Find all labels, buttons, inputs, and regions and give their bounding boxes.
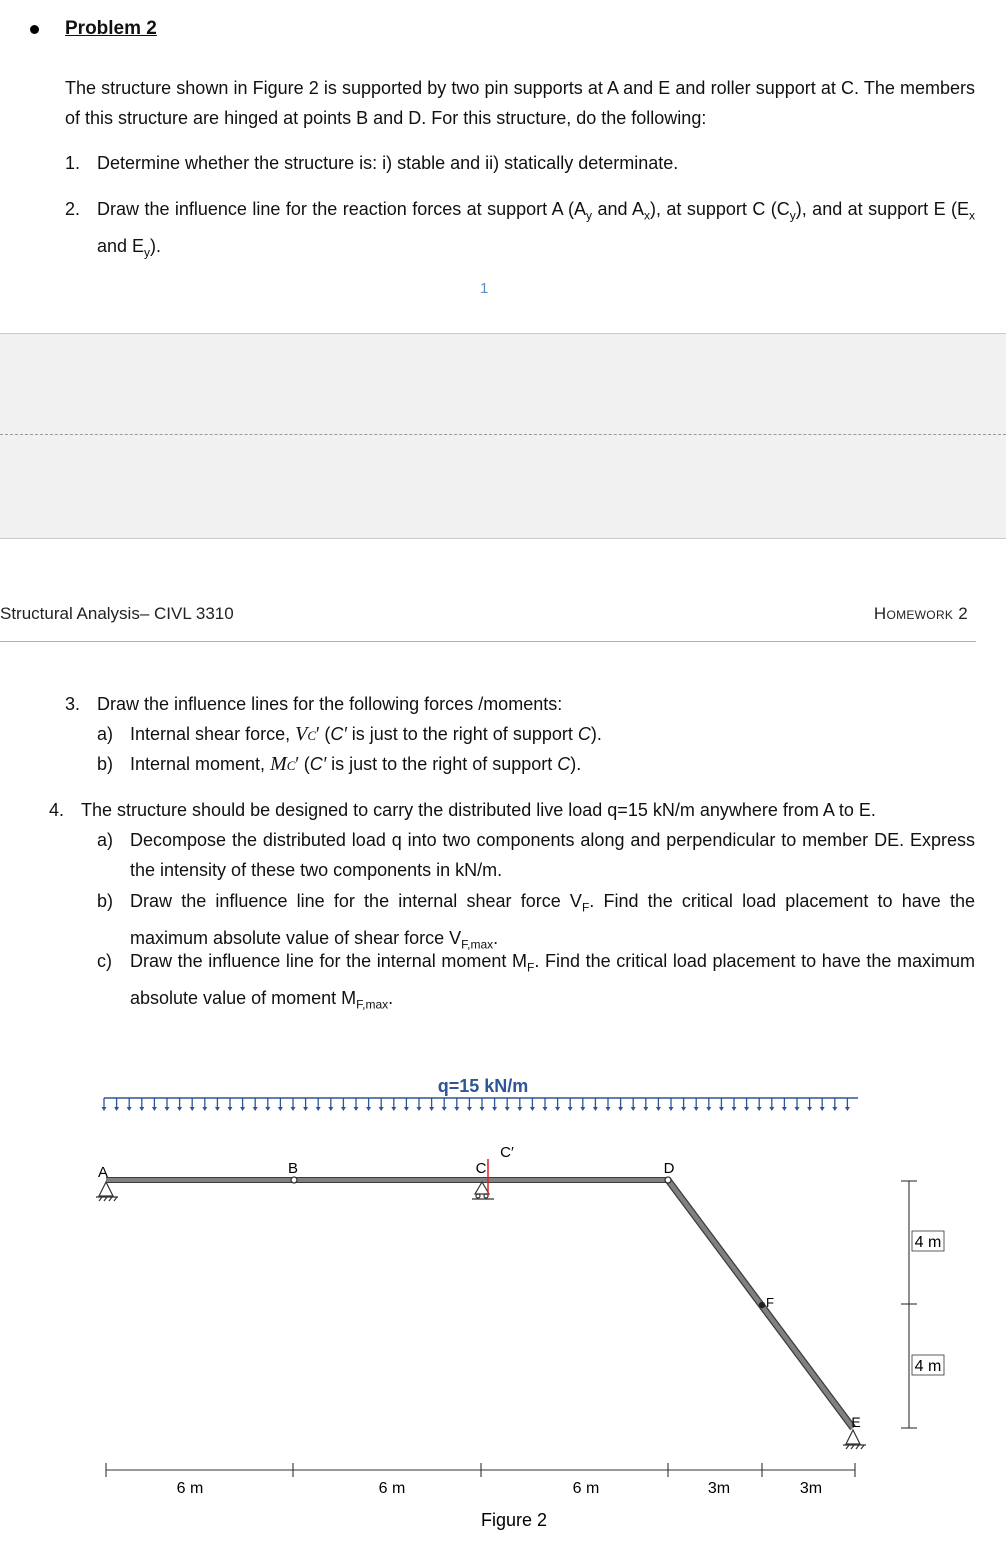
load-arrow bbox=[643, 1098, 648, 1111]
load-arrow bbox=[253, 1098, 258, 1111]
horizontal-dimension-line bbox=[106, 1463, 855, 1477]
load-arrow bbox=[114, 1098, 119, 1111]
load-arrow bbox=[404, 1098, 409, 1111]
load-arrow bbox=[782, 1098, 787, 1111]
label-d: D bbox=[663, 1160, 675, 1177]
figure-caption: Figure 2 bbox=[480, 1510, 548, 1530]
item4b-label: b) bbox=[97, 891, 114, 911]
item1-number: 1. bbox=[65, 153, 81, 173]
load-arrow bbox=[291, 1098, 296, 1111]
height-label-2: 4 m bbox=[914, 1358, 942, 1375]
load-arrow bbox=[807, 1098, 812, 1111]
load-arrow bbox=[417, 1098, 422, 1111]
load-arrow bbox=[656, 1098, 661, 1111]
load-arrow bbox=[555, 1098, 560, 1111]
item4c-text: Draw the influence line for the internal moment $M_F$. Find the critical load placement to have the maximum absolute value of moment $M_{F,max}$. bbox=[130, 951, 976, 1012]
load-arrow bbox=[278, 1098, 283, 1111]
load-arrow bbox=[795, 1098, 800, 1111]
load-arrow bbox=[240, 1098, 245, 1111]
hinge-b bbox=[291, 1177, 297, 1183]
load-arrow bbox=[127, 1098, 132, 1111]
header-homework: Homework 2 bbox=[873, 604, 968, 623]
load-arrow bbox=[568, 1098, 573, 1111]
item2-number: 2. bbox=[65, 199, 81, 219]
load-arrow bbox=[480, 1098, 485, 1111]
span-label-1: 6 m bbox=[176, 1480, 204, 1497]
item3a-text: Internal shear force, VC′ (C′ is just to the right of support C). bbox=[130, 723, 602, 745]
load-arrow bbox=[102, 1098, 107, 1111]
label-c: C bbox=[475, 1160, 487, 1177]
members bbox=[106, 1180, 853, 1428]
load-arrow bbox=[505, 1098, 510, 1111]
load-arrow bbox=[328, 1098, 333, 1111]
item1-text: Determine whether the structure is: i) stable and ii) statically determinate. bbox=[97, 153, 679, 173]
load-arrow bbox=[202, 1098, 207, 1111]
hinge-d bbox=[665, 1177, 671, 1183]
load-arrow bbox=[228, 1098, 233, 1111]
load-arrow bbox=[354, 1098, 359, 1111]
label-e: E bbox=[851, 1414, 861, 1430]
item4a-label: a) bbox=[97, 830, 114, 850]
load-arrow bbox=[681, 1098, 686, 1111]
problem-intro: The structure shown in Figure 2 is supported by two pin supports at A and E and roller support at C. The members of this structure are hinged at points B and D. For this structure, do the following: bbox=[65, 78, 975, 128]
load-arrow bbox=[732, 1098, 737, 1111]
load-arrow bbox=[845, 1098, 850, 1111]
page-number: 1 bbox=[480, 280, 489, 297]
load-arrow bbox=[530, 1098, 535, 1111]
roller-support-c bbox=[472, 1182, 494, 1199]
item4-text: The structure should be designed to carry the distributed live load q=15 kN/m anywhere from A to E. bbox=[81, 800, 876, 820]
span-label-4: 3m bbox=[707, 1480, 731, 1497]
label-c-prime: C′ bbox=[500, 1144, 514, 1161]
load-arrow bbox=[757, 1098, 762, 1111]
load-arrow bbox=[303, 1098, 308, 1111]
load-arrow bbox=[152, 1098, 157, 1111]
item2-text: Draw the influence line for the reaction forces at support A ($A_y$ and $A_x$), at support C $(C_y)$, and at support E ($E_x$ and $E_y$). bbox=[97, 199, 976, 260]
load-arrow bbox=[593, 1098, 598, 1111]
item3-number: 3. bbox=[65, 694, 81, 714]
label-f: F bbox=[766, 1295, 774, 1310]
pin-support-a bbox=[96, 1182, 118, 1201]
load-arrow bbox=[177, 1098, 182, 1111]
item3a-label: a) bbox=[97, 724, 114, 744]
load-arrow bbox=[706, 1098, 711, 1111]
item4c-label: c) bbox=[97, 951, 112, 971]
load-arrow bbox=[165, 1098, 170, 1111]
load-arrow bbox=[429, 1098, 434, 1111]
height-label-1: 4 m bbox=[914, 1234, 942, 1251]
header-course: Structural Analysis– CIVL 3310 bbox=[0, 604, 234, 623]
item4b-text: Draw the influence line for the internal shear force $V_F$. Find the critical load placement to have the maximum absolute value of shear force $V_{F,max}$. bbox=[130, 891, 975, 952]
load-arrow bbox=[606, 1098, 611, 1111]
item3b-text: Internal moment, MC′ (C′ is just to the right of support C). bbox=[130, 753, 582, 775]
load-arrow bbox=[265, 1098, 270, 1111]
load-arrow bbox=[719, 1098, 724, 1111]
load-arrow bbox=[492, 1098, 497, 1111]
load-arrow bbox=[769, 1098, 774, 1111]
problem-heading: Problem 2 bbox=[65, 18, 157, 39]
pin-support-e bbox=[843, 1430, 866, 1449]
load-arrow bbox=[139, 1098, 144, 1111]
load-arrow bbox=[454, 1098, 459, 1111]
item3b-label: b) bbox=[97, 754, 114, 774]
load-arrow bbox=[190, 1098, 195, 1111]
label-a: A bbox=[97, 1164, 109, 1181]
load-arrow bbox=[669, 1098, 674, 1111]
load-arrow bbox=[694, 1098, 699, 1111]
distributed-load bbox=[102, 1098, 859, 1111]
load-arrow bbox=[517, 1098, 522, 1111]
item4a-text: Decompose the distributed load q into two components along and perpendicular to member DE. Express the intensity of these two components in kN/m. bbox=[130, 830, 975, 880]
load-arrow bbox=[391, 1098, 396, 1111]
point-f bbox=[759, 1302, 765, 1308]
load-arrow bbox=[442, 1098, 447, 1111]
load-arrow bbox=[341, 1098, 346, 1111]
span-label-2: 6 m bbox=[378, 1480, 406, 1497]
item4-number: 4. bbox=[49, 800, 65, 820]
load-arrow bbox=[366, 1098, 371, 1111]
load-label: q=15 kN/m bbox=[437, 1076, 529, 1096]
load-arrow bbox=[744, 1098, 749, 1111]
load-arrow bbox=[215, 1098, 220, 1111]
label-b: B bbox=[287, 1160, 299, 1177]
load-arrow bbox=[379, 1098, 384, 1111]
span-label-5: 3m bbox=[799, 1480, 823, 1497]
load-arrow bbox=[580, 1098, 585, 1111]
vertical-dimension-line bbox=[901, 1181, 917, 1428]
item3-text: Draw the influence lines for the following forces /moments: bbox=[97, 694, 563, 714]
load-arrow bbox=[467, 1098, 472, 1111]
load-arrow bbox=[543, 1098, 548, 1111]
load-arrow bbox=[631, 1098, 636, 1111]
load-arrow bbox=[618, 1098, 623, 1111]
load-arrow bbox=[820, 1098, 825, 1111]
load-arrow bbox=[832, 1098, 837, 1111]
load-arrow bbox=[316, 1098, 321, 1111]
span-label-3: 6 m bbox=[572, 1480, 600, 1497]
